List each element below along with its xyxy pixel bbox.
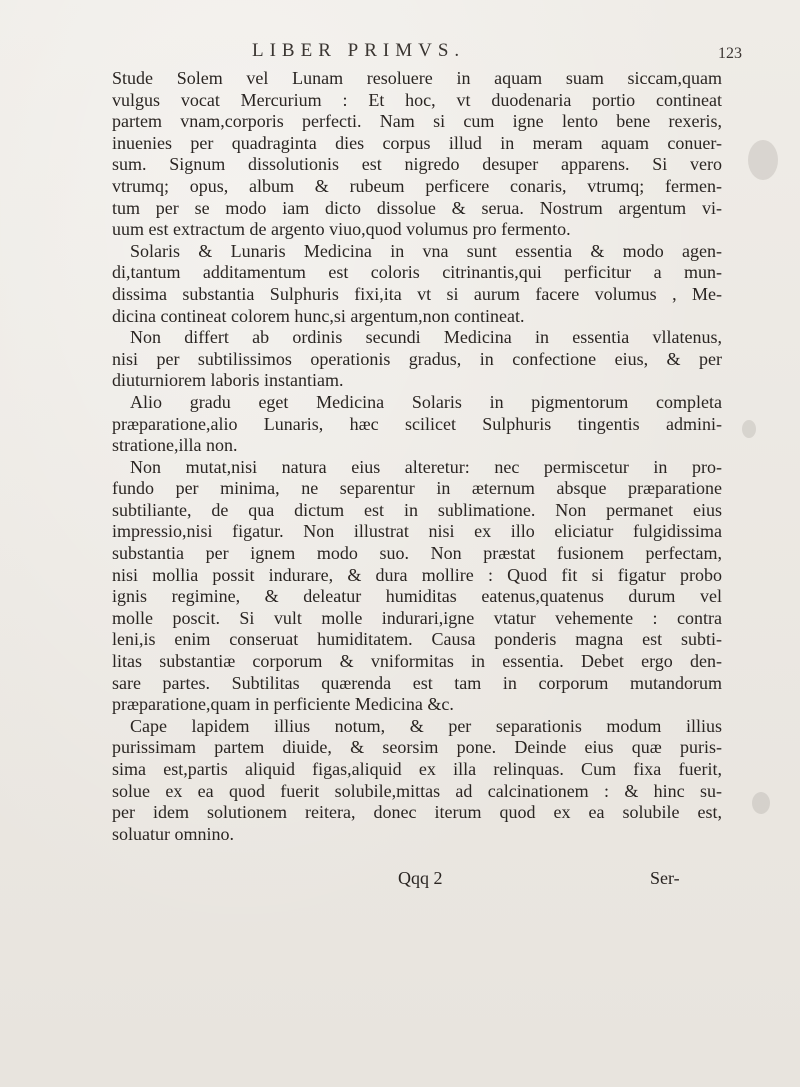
text-line: dicina contineat colorem hunc,si argentum,non contineat.	[112, 305, 525, 326]
text-line: di,tantum additamentum est coloris citrinantis,qui perficitur a mun-	[112, 262, 722, 283]
text-line: uum est extractum de argento viuo,quod volumus pro fermento.	[112, 219, 571, 240]
text-line: fundo per minima, ne separentur in æternum absque præparatione	[112, 478, 722, 499]
page-header	[0, 32, 800, 68]
text-line: Stude Solem vel Lunam resoluere in aquam suam siccam,quam	[112, 68, 722, 88]
text-line: nisi per subtilissimos operationis gradus, in confectione eius, & per	[112, 348, 722, 369]
text-line: litas substantiæ corporum & vniformitas in essentia. Debet ergo den-	[112, 651, 722, 672]
text-line: ignis regimine, & deleatur humiditas eatenus,quatenus durum vel	[112, 586, 722, 607]
ink-bleed-spot	[742, 420, 756, 438]
ink-bleed-spot	[752, 792, 770, 814]
text-line: Cape lapidem illius notum, & per separationis modum illius	[130, 715, 722, 736]
text-line: molle poscit. Si vult molle indurari,igne vtatur vehemente : contra	[112, 607, 722, 628]
text-line: inuenies per quadraginta dies corpus illud in meram aquam conuer-	[112, 132, 722, 153]
page-footer	[0, 868, 800, 898]
text-line: præparatione,quam in perficiente Medicina &c.	[112, 694, 454, 715]
text-line: stratione,illa non.	[112, 435, 238, 456]
running-head: LIBER PRIMVS.	[252, 40, 466, 61]
text-line: sare partes. Subtilitas quærenda est tam in corporum mutandorum	[112, 672, 722, 693]
text-line: Solaris & Lunaris Medicina in vna sunt essentia & modo agen-	[130, 240, 722, 261]
text-line: diuturniorem laboris instantiam.	[112, 370, 344, 391]
text-line: impressio,nisi figatur. Non illustrat nisi ex illo eliciatur fulgidissima	[112, 521, 722, 542]
ink-bleed-spot	[748, 140, 778, 180]
text-line: subtiliante, de qua dictum est in sublimatione. Non permanet eius	[112, 499, 722, 520]
text-line: solue ex ea quod fuerit solubile,mittas ad calcinationem : & hinc su-	[112, 780, 722, 801]
text-line: præparatione,alio Lunaris, hæc scilicet Sulphuris tingentis admini-	[112, 413, 722, 434]
main-text-block	[112, 68, 722, 845]
text-line: tum per se modo iam dicto dissolue & serua. Nostrum argentum vi-	[112, 197, 722, 218]
text-line: sum. Signum dissolutionis est nigredo desuper apparens. Si vero	[112, 154, 722, 175]
text-line: per idem solutionem reitera, donec iterum quod ex ea solubile est,	[112, 802, 722, 823]
signature-mark: Qqq 2	[398, 868, 443, 888]
page-number: 123	[718, 45, 742, 62]
text-line: Alio gradu eget Medicina Solaris in pigmentorum completa	[130, 391, 722, 412]
text-line: substantia per ignem modo suo. Non præstat fusionem perfectam,	[112, 543, 722, 564]
text-line: dissima substantia Sulphuris fixi,ita vt si aurum facere volumus , Me-	[112, 283, 722, 304]
text-line: leni,is enim conseruat humiditatem. Causa ponderis magna est subti-	[112, 629, 722, 650]
text-line: vulgus vocat Mercurium : Et hoc, vt duodenaria portio contineat	[112, 89, 722, 110]
text-line: Non differt ab ordinis secundi Medicina in essentia vllatenus,	[130, 327, 722, 348]
text-line: Non mutat,nisi natura eius alteretur: nec permiscetur in pro-	[130, 456, 722, 477]
text-line: vtrumq; opus, album & rubeum perficere conaris, vtrumq; fermen-	[112, 175, 722, 196]
text-line: soluatur omnino.	[112, 823, 234, 844]
text-line: partem vnam,corporis perfecti. Nam si cum igne lento bene rexeris,	[112, 111, 722, 132]
text-line: purissimam partem diuide, & seorsim pone. Deinde eius quæ puris-	[112, 737, 722, 758]
text-line: sima est,partis aliquid figas,aliquid ex illa relinquas. Cum fixa fuerit,	[112, 759, 722, 779]
text-line: nisi mollia possit indurare, & dura mollire : Quod fit si figatur probo	[112, 564, 722, 585]
catchword: Ser-	[650, 868, 680, 888]
